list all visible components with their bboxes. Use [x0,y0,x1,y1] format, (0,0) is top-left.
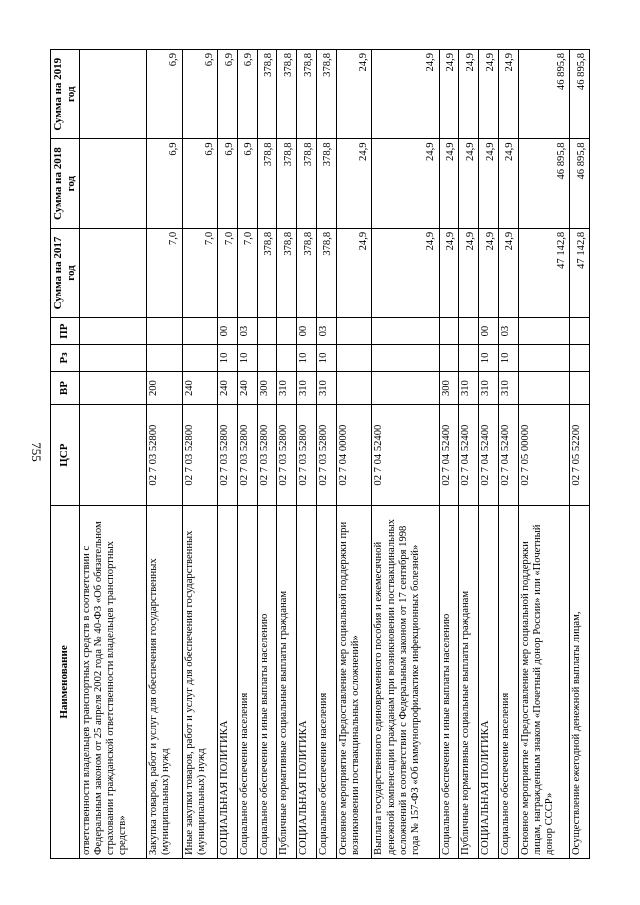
cell-s2018: 378,8 [297,139,317,228]
cell-pr [570,318,590,345]
cell-rz [372,345,439,372]
cell-name: Публичные нормативные социальные выплаты гражданам [459,505,479,858]
cell-s2019: 46 895,8 [518,50,570,139]
cell-s2019: 24,9 [459,50,479,139]
table-row [257,50,277,859]
header-sum-2018: Сумма на 2018 год [51,139,80,228]
header-sum-2017: Сумма на 2017 год [51,228,80,317]
cell-s2017: 24,9 [439,228,459,317]
cell-s2019: 378,8 [297,50,317,139]
cell-s2017: 378,8 [297,228,317,317]
cell-s2019: 6,9 [182,50,218,139]
cell-s2018: 6,9 [146,139,182,228]
cell-rz [277,345,297,372]
cell-csr: 02 7 04 52400 [459,405,479,506]
cell-pr [277,318,297,345]
cell-vr: 310 [459,371,479,405]
cell-name: Социальное обеспечение и иные выплаты населению [257,505,277,858]
cell-csr [79,405,146,506]
cell-rz: 10 [297,345,317,372]
cell-name: СОЦИАЛЬНАЯ ПОЛИТИКА [479,505,499,858]
cell-pr [459,318,479,345]
cell-s2019: 24,9 [336,50,372,139]
cell-vr [79,371,146,405]
cell-s2017: 7,0 [218,228,238,317]
cell-s2018: 46 895,8 [570,139,590,228]
cell-pr: 03 [316,318,336,345]
cell-csr: 02 7 03 52800 [218,405,238,506]
table-row [518,50,570,859]
cell-s2019 [79,50,146,139]
cell-s2019: 378,8 [277,50,297,139]
cell-s2018: 378,8 [277,139,297,228]
cell-csr: 02 7 04 00000 [336,405,372,506]
table-row [79,50,146,859]
table-row [372,50,439,859]
cell-s2017: 24,9 [372,228,439,317]
cell-s2018 [79,139,146,228]
cell-name: Социальное обеспечение и иные выплаты населению [439,505,459,858]
cell-vr: 240 [182,371,218,405]
cell-rz [336,345,372,372]
header-csr: ЦСР [51,405,80,506]
cell-name: ответственности владельцев транспортных средств в соответствии с Федеральным законом от 25 апреля 2002 года № 40-ФЗ «Об обязательном страховании гражданской ответственности владельцев транспортных средств» [79,505,146,858]
cell-s2017: 378,8 [257,228,277,317]
cell-s2018: 24,9 [498,139,518,228]
page-number: 755 [29,442,44,462]
table-row [316,50,336,859]
cell-rz: 10 [498,345,518,372]
cell-rz [146,345,182,372]
cell-pr [372,318,439,345]
cell-s2017: 24,9 [459,228,479,317]
cell-rz [518,345,570,372]
cell-rz [79,345,146,372]
cell-csr: 02 7 03 52800 [146,405,182,506]
cell-rz [459,345,479,372]
cell-rz: 10 [237,345,257,372]
cell-name: Социальное обеспечение населения [498,505,518,858]
cell-s2019: 46 895,8 [570,50,590,139]
cell-rz: 10 [479,345,499,372]
cell-rz [439,345,459,372]
cell-csr: 02 7 05 00000 [518,405,570,506]
cell-rz [570,345,590,372]
cell-s2017: 7,0 [237,228,257,317]
cell-pr: 03 [498,318,518,345]
cell-s2018: 24,9 [336,139,372,228]
cell-vr [518,371,570,405]
cell-s2019: 378,8 [257,50,277,139]
table-row [297,50,317,859]
cell-vr: 300 [257,371,277,405]
cell-vr: 310 [479,371,499,405]
cell-s2019: 24,9 [372,50,439,139]
cell-vr: 310 [297,371,317,405]
cell-vr: 310 [316,371,336,405]
table-row [277,50,297,859]
cell-pr: 00 [479,318,499,345]
cell-s2017: 47 142,8 [570,228,590,317]
cell-s2018: 24,9 [372,139,439,228]
cell-csr: 02 7 04 52400 [372,405,439,506]
header-vr: ВР [51,371,80,405]
cell-s2017: 47 142,8 [518,228,570,317]
header-sum-2019: Сумма на 2019 год [51,50,80,139]
cell-s2019: 24,9 [439,50,459,139]
cell-rz: 10 [316,345,336,372]
cell-s2019: 6,9 [146,50,182,139]
cell-vr: 240 [237,371,257,405]
cell-csr: 02 7 04 52400 [439,405,459,506]
cell-vr: 300 [439,371,459,405]
table-row [218,50,238,859]
cell-s2017: 24,9 [336,228,372,317]
cell-vr: 240 [218,371,238,405]
cell-csr: 02 7 03 52800 [257,405,277,506]
cell-s2018: 6,9 [237,139,257,228]
cell-name: Публичные нормативные социальные выплаты гражданам [277,505,297,858]
cell-csr: 02 7 03 52800 [182,405,218,506]
cell-csr: 02 7 04 52400 [479,405,499,506]
cell-name: Основное мероприятие «Предоставление мер социальной поддержки лицам, награжденным знаком «Почетный донор России» или «Почетный донор СССР» [518,505,570,858]
cell-s2017: 7,0 [146,228,182,317]
table-row [237,50,257,859]
rotated-table-container [50,49,590,859]
cell-vr: 200 [146,371,182,405]
cell-s2018: 46 895,8 [518,139,570,228]
cell-s2018: 24,9 [439,139,459,228]
table-row [439,50,459,859]
cell-name: Осуществление ежегодной денежной выплаты лицам, [570,505,590,858]
cell-s2018: 378,8 [257,139,277,228]
header-name: Наименование [51,505,80,858]
header-row [51,50,80,859]
header-rz: Рз [51,345,80,372]
cell-pr: 00 [218,318,238,345]
cell-name: Основное мероприятие «Предоставление мер социальной поддержки при возникновении поствакцинальных осложнений» [336,505,372,858]
cell-pr [182,318,218,345]
cell-vr: 310 [277,371,297,405]
cell-s2018: 6,9 [218,139,238,228]
cell-s2019: 6,9 [218,50,238,139]
cell-csr: 02 7 05 52200 [570,405,590,506]
table-row [459,50,479,859]
cell-s2017: 378,8 [277,228,297,317]
cell-s2018: 378,8 [316,139,336,228]
cell-vr [570,371,590,405]
cell-name: СОЦИАЛЬНАЯ ПОЛИТИКА [218,505,238,858]
cell-pr [336,318,372,345]
cell-s2017: 24,9 [479,228,499,317]
table-row [479,50,499,859]
cell-s2017 [79,228,146,317]
cell-pr [518,318,570,345]
cell-s2017: 24,9 [498,228,518,317]
cell-s2019: 6,9 [237,50,257,139]
cell-csr: 02 7 03 52800 [237,405,257,506]
cell-pr [146,318,182,345]
table-row [336,50,372,859]
cell-s2018: 24,9 [479,139,499,228]
cell-vr: 310 [498,371,518,405]
cell-s2019: 378,8 [316,50,336,139]
cell-s2019: 24,9 [479,50,499,139]
cell-pr [79,318,146,345]
cell-name: Выплата государственного единовременного пособия и ежемесячной денежной компенсации гражданам при возникновении поствакцинальных осложнений в соответствии с Федеральным законом от 17 сентября 1998 года № 157-ФЗ «Об иммунопрофилактике инфекционных болезней» [372,505,439,858]
header-pr: ПР [51,318,80,345]
cell-csr: 02 7 03 52800 [277,405,297,506]
cell-name: Закупка товаров, работ и услуг для обеспечения государственных (муниципальных) нужд [146,505,182,858]
cell-name: Социальное обеспечение населения [316,505,336,858]
table-row [146,50,182,859]
cell-rz: 10 [218,345,238,372]
cell-csr: 02 7 03 52800 [297,405,317,506]
cell-s2017: 7,0 [182,228,218,317]
cell-pr [257,318,277,345]
cell-s2017: 378,8 [316,228,336,317]
cell-rz [182,345,218,372]
cell-csr: 02 7 04 52400 [498,405,518,506]
budget-table [50,49,590,859]
cell-s2018: 24,9 [459,139,479,228]
cell-name: СОЦИАЛЬНАЯ ПОЛИТИКА [297,505,317,858]
cell-csr: 02 7 03 52800 [316,405,336,506]
cell-vr [336,371,372,405]
cell-s2018: 6,9 [182,139,218,228]
table-row [182,50,218,859]
cell-pr: 00 [297,318,317,345]
cell-pr [439,318,459,345]
cell-s2019: 24,9 [498,50,518,139]
cell-pr: 03 [237,318,257,345]
table-row [498,50,518,859]
cell-name: Социальное обеспечение населения [237,505,257,858]
table-row [570,50,590,859]
cell-rz [257,345,277,372]
cell-vr [372,371,439,405]
cell-name: Иные закупки товаров, работ и услуг для обеспечения государственных (муниципальных) нужд [182,505,218,858]
